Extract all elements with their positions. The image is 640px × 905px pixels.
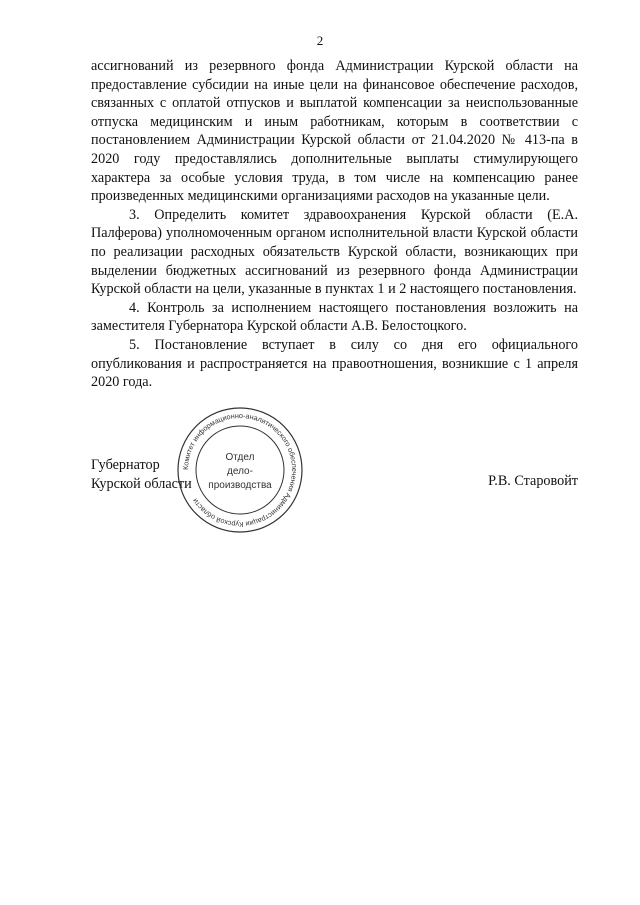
signature-block (91, 456, 578, 516)
signer-title-line2: Курской области (91, 475, 192, 492)
stamp-center-line2: дело- (227, 466, 253, 477)
paragraph-3: 3. Определить комитет здравоохранения Курской области (Е.А. Палферова) уполномоченным органом исполнительной власти Курской области по реализации расходных обязательств Курской области, возникающих при выделении бюджетных ассигнований из резервного фонда Администрации Курской области на цели, указанные в пунктах 1 и 2 настоящего постановления. (91, 206, 578, 298)
stamp-center-line1: Отдел (225, 452, 255, 463)
signer-name: Р.В. Старовойт (488, 473, 578, 489)
stamp-ring-text: Комитет информационно-аналитического обеспечения Администрации Курской области (180, 410, 300, 530)
paragraph-continuation: ассигнований из резервного фонда Администрации Курской области на предоставление субсидии на иные цели на финансовое обеспечение расходов, связанных с оплатой отпусков и выплатой компенсации за неиспользованные отпуска медицинским и иным работникам, которым в соответствии с постановлением Администрации Курской области от 21.04.2020 № 413-па в 2020 году предоставлялись дополнительные выплаты стимулирующего характера за особые условия труда, в том числе на компенсацию ранее произведенных медицинскими организациями расходов на указанные цели. (91, 58, 578, 205)
office-stamp (175, 405, 305, 535)
signer-title-line1: Губернатор (91, 457, 160, 473)
page-number: 2 (316, 33, 324, 48)
document-body (91, 57, 578, 392)
stamp-center-line3: производства (208, 480, 272, 491)
paragraph-4: 4. Контроль за исполнением настоящего постановления возложить на заместителя Губернатора Курской области А.В. Белостоцкого. (91, 299, 578, 335)
paragraph-5: 5. Постановление вступает в силу со дня его официального опубликования и распространяется на правоотношения, возникшие с 1 апреля 2020 года. (91, 336, 578, 391)
